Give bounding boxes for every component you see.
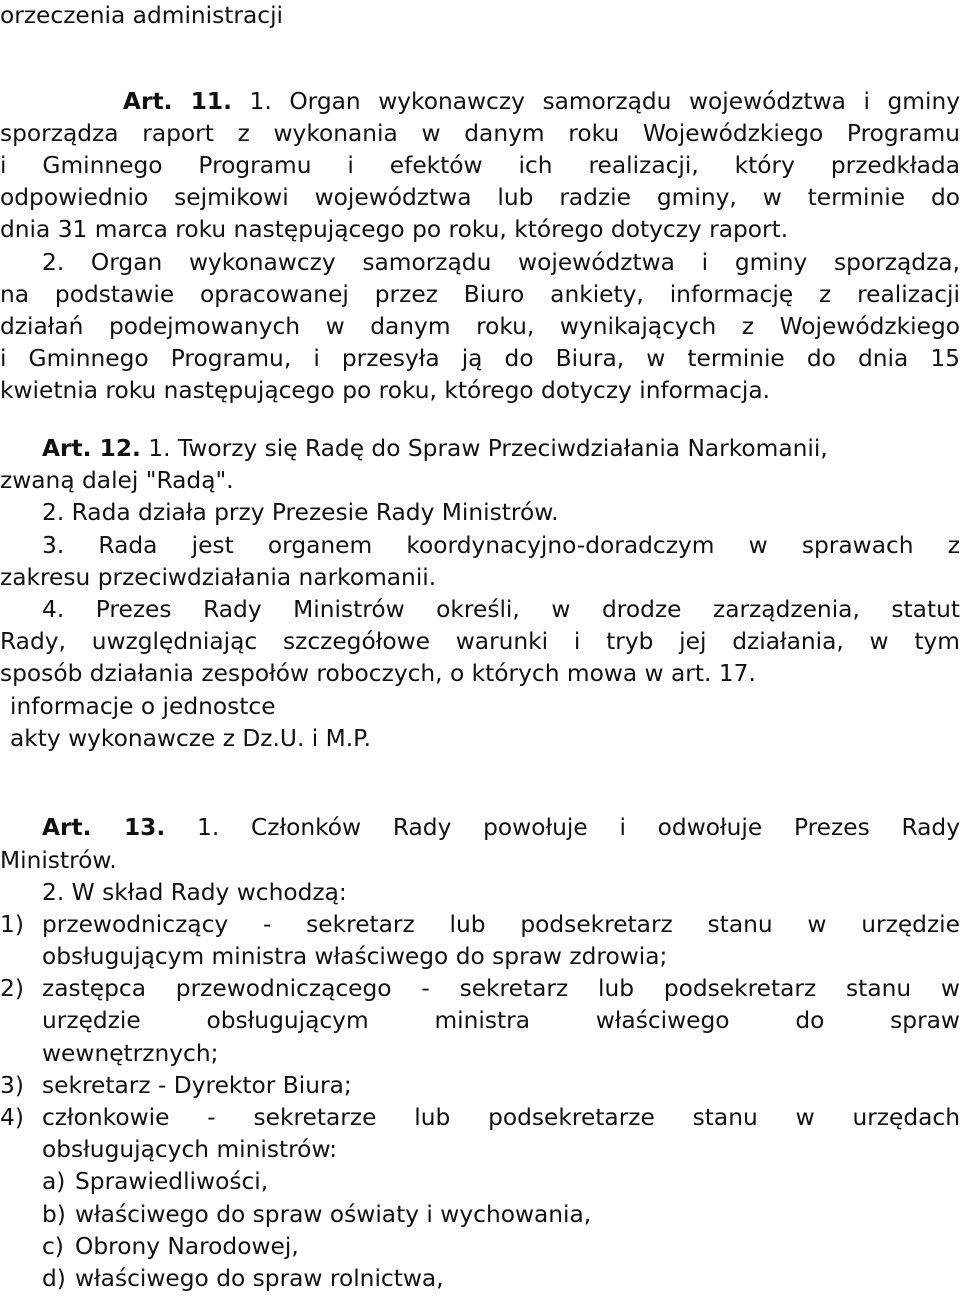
sublist-label: c) [42,1233,64,1260]
list-item-continuation: obsługujących ministrów: [42,1136,338,1163]
list-item: 2) zastępca przewodniczącego - sekretarz lub podsekretarz stanu w [0,973,960,1005]
text-line: i Gminnego Programu i efektów ich realizacji, który przedkłada [0,152,960,179]
art-13-paragraph-1: Art. 13. 1. Członków Rady powołuje i odwołuje Prezes Rady [42,814,960,841]
text-line: i Gminnego Programu, i przesyła ją do Biura, w terminie do dnia 15 [0,345,960,372]
info-link[interactable]: informacje o jednostce [10,693,276,720]
text-line: zwaną dalej "Radą". [0,467,234,494]
sublist-item: a) Sprawiedliwości, [0,1166,960,1198]
list-item: 1) przewodniczący - sekretarz lub podsekretarz stanu w urzędzie [0,909,960,941]
text-line: odpowiednio sejmikowi województwa lub radzie gminy, w terminie do [0,184,960,211]
list-item-continuation: wewnętrznych; [42,1040,219,1067]
list-item-continuation: urzędzie obsługującym ministra właściwego do spraw [42,1007,960,1034]
list-item-continuation: obsługującym ministra właściwego do spraw zdrowia; [42,943,668,970]
art-12-paragraph-2: 2. Rada działa przy Prezesie Rady Ministrów. [42,499,559,526]
text-line: zakresu przeciwdziałania narkomanii. [0,564,437,591]
text-line: Rady, uwzględniając szczegółowe warunki i tryb jej działania, w tym [0,628,960,655]
art-12-paragraph-3: 3. Rada jest organem koordynacyjno-doradczym w sprawach z [42,532,960,559]
art-11-paragraph-1: ​ Art. 11. 1. Organ wykonawczy samorządu województwa i gminy [0,88,960,115]
text-line: orzeczenia administracji [0,2,284,29]
sublist-label: a) [42,1168,66,1195]
sublist-item: d) właściwego do spraw rolnictwa, [0,1263,960,1295]
list-item: 4) członkowie - sekretarze lub podsekretarze stanu w urzędach [0,1102,960,1134]
acts-link[interactable]: akty wykonawcze z Dz.U. i M.P. [10,725,371,752]
text-line: Ministrów. [0,847,117,874]
list-label: 3) [0,1072,24,1099]
list-label: 2) [0,975,24,1002]
art-12-label: Art. 12. [42,435,141,462]
list-item: 3) sekretarz - Dyrektor Biura; [0,1070,960,1102]
sublist-label: d) [42,1265,66,1292]
sublist-label: b) [42,1201,66,1228]
art-11-paragraph-2: 2. Organ wykonawczy samorządu województwa i gminy sporządza, [42,249,960,276]
text-line: sposób działania zespołów roboczych, o których mowa w art. 17. [0,660,756,687]
list-label: 4) [0,1104,24,1131]
text-line: na podstawie opracowanej przez Biuro ankiety, informację z realizacji [0,281,960,308]
list-label: 1) [0,911,24,938]
art-13-label: Art. 13. [42,814,166,841]
art-12-paragraph-1: Art. 12. 1. Tworzy się Radę do Spraw Przeciwdziałania Narkomanii, [42,435,828,462]
art-12-paragraph-4: 4. Prezes Rady Ministrów określi, w drodze zarządzenia, statut [42,596,960,623]
text-line: sporządza raport z wykonania w danym roku Wojewódzkiego Programu [0,120,960,147]
art-13-paragraph-2: 2. W skład Rady wchodzą: [42,879,347,906]
text-line: działań podejmowanych w danym roku, wynikających z Wojewódzkiego [0,313,960,340]
art-11-label: Art. 11. [122,88,232,115]
text-line: kwietnia roku następującego po roku, którego dotyczy informacja. [0,377,771,404]
sublist-item: b) właściwego do spraw oświaty i wychowania, [0,1199,960,1231]
sublist-item: c) Obrony Narodowej, [0,1231,960,1263]
text-line: dnia 31 marca roku następującego po roku, którego dotyczy raport. [0,216,789,243]
